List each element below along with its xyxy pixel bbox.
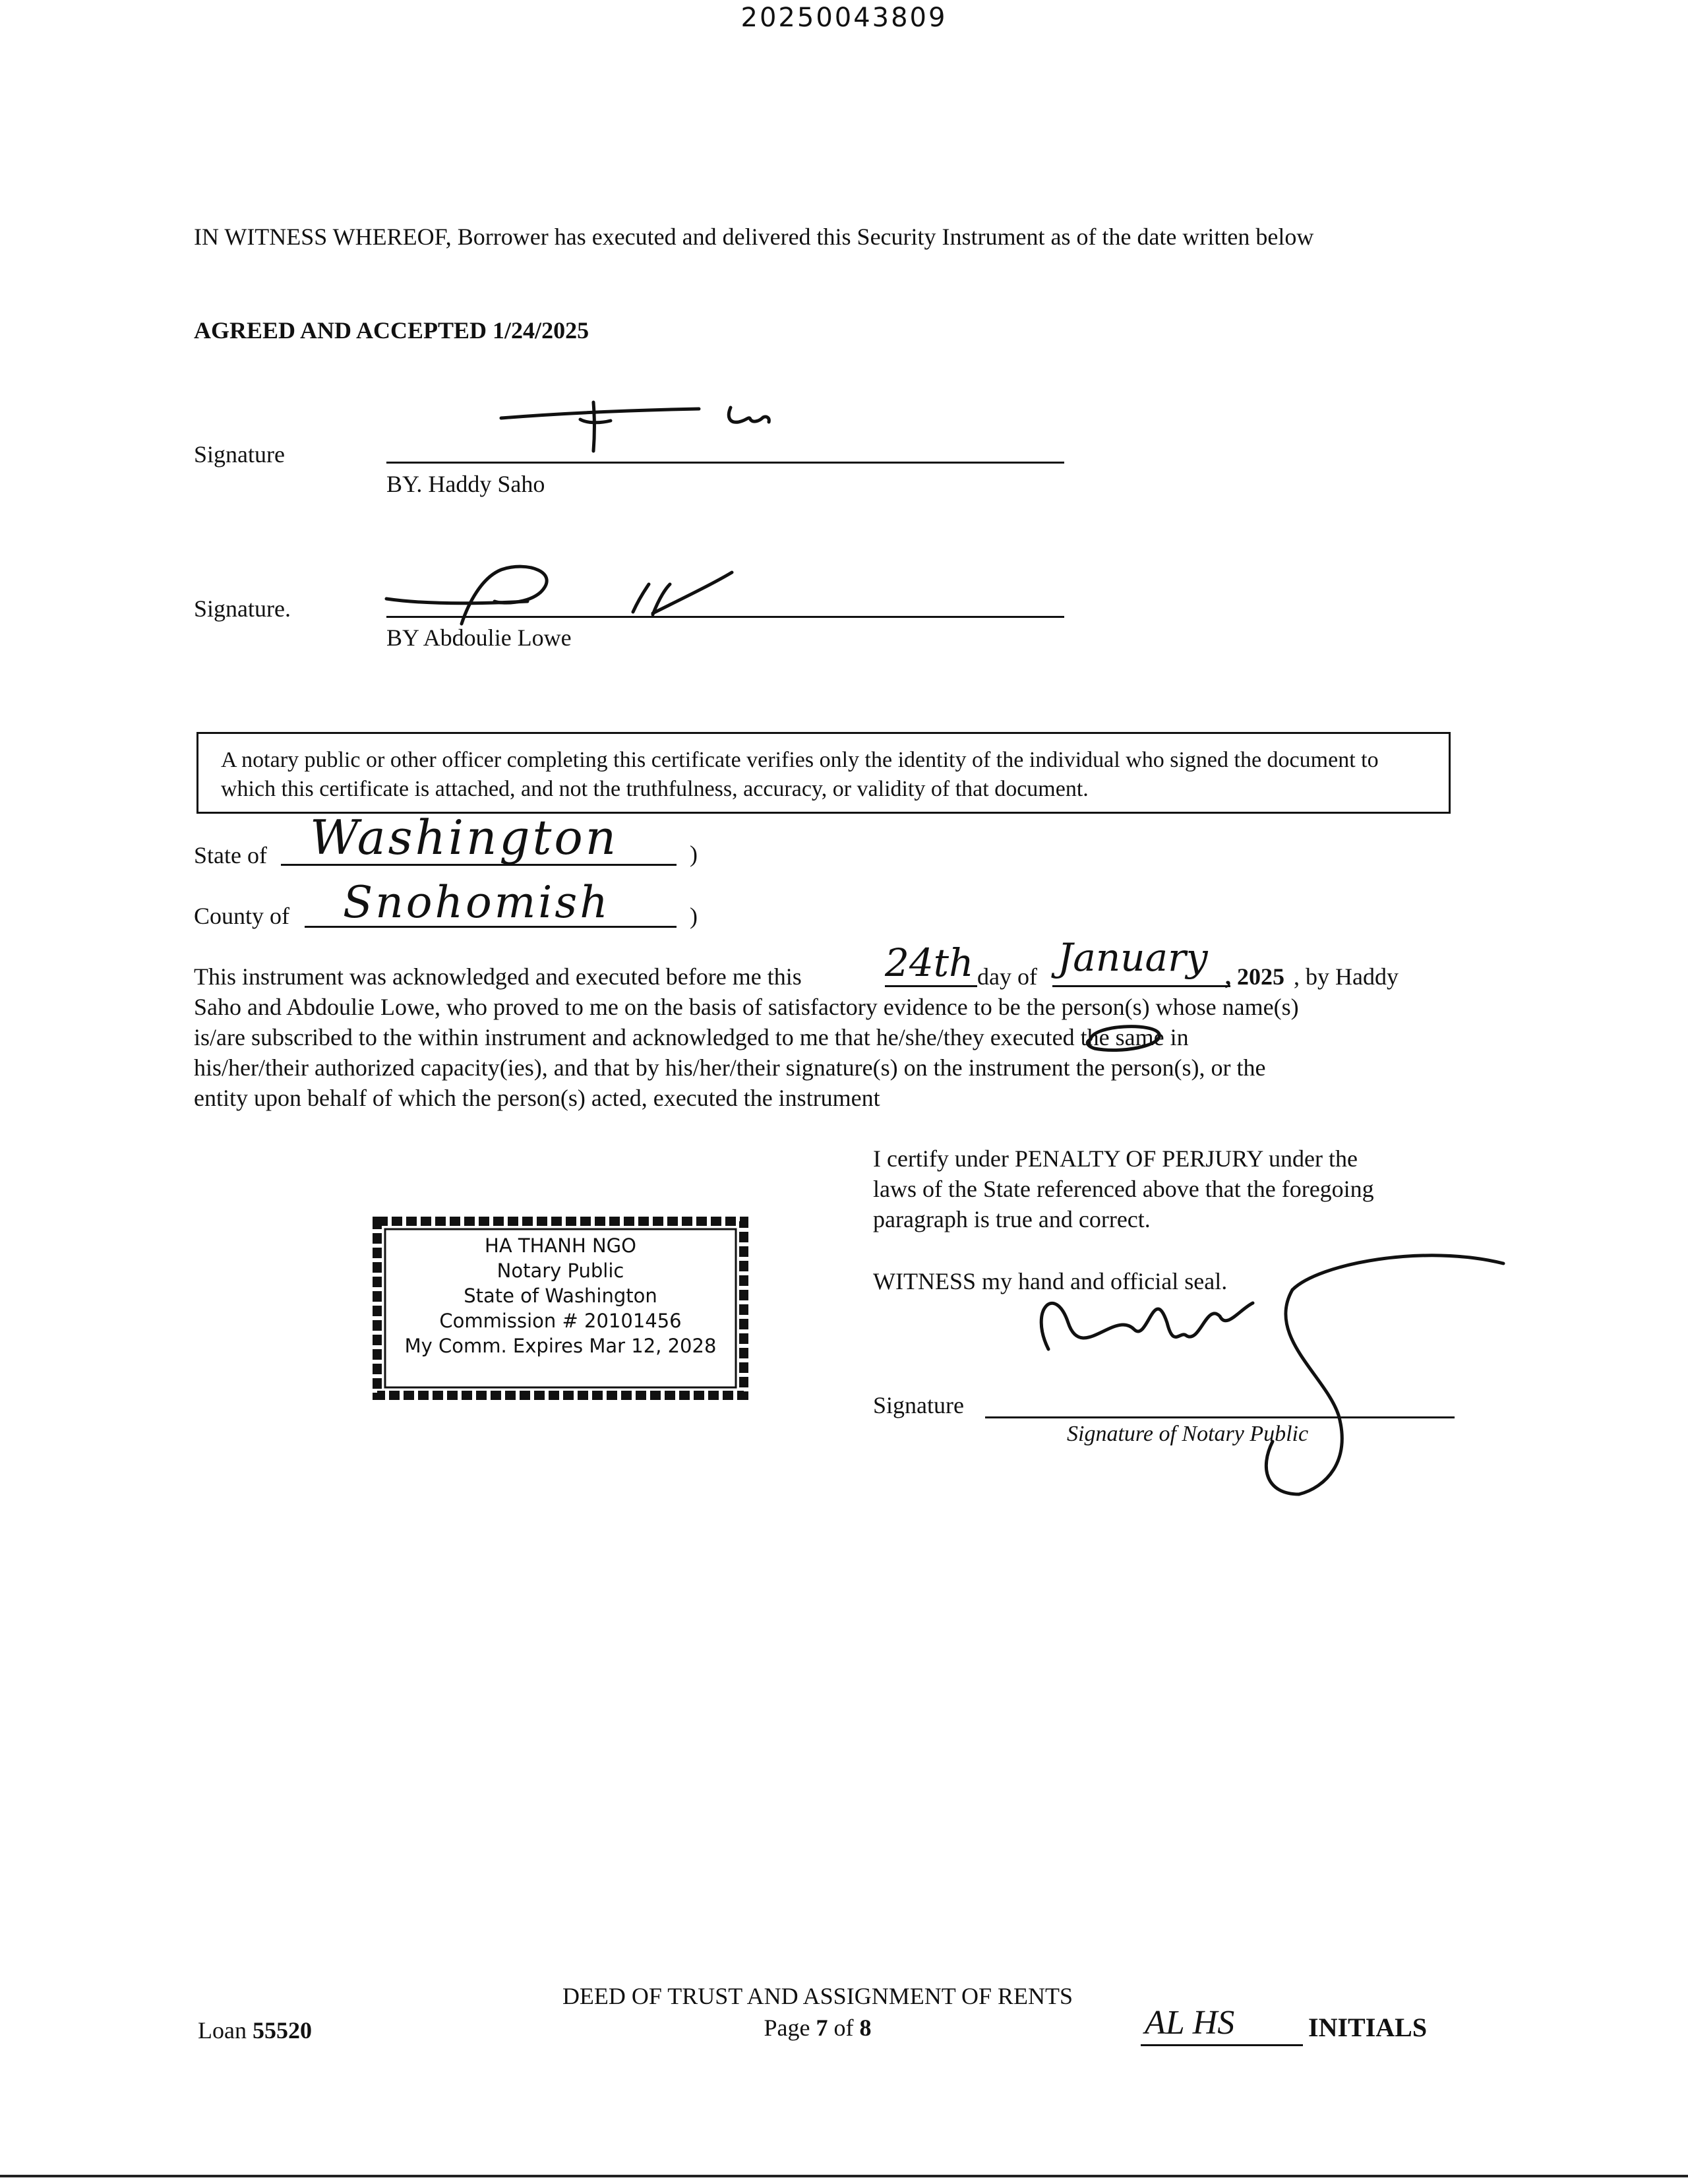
ack-line-3: is/are subscribed to the within instrument and acknowledged to me that he/she/they executed the same in bbox=[194, 1024, 1189, 1050]
bottom-rule bbox=[0, 2175, 1688, 2177]
page-label: Page bbox=[764, 2015, 810, 2041]
notary-notice-text: A notary public or other officer completing this certificate verifies only the identity of the individual who signed the document to which this certificate is attached, and not the truthfulness, accuracy, or validity of that document. bbox=[221, 748, 1379, 801]
stamp-expiration: My Comm. Expires Mar 12, 2028 bbox=[404, 1335, 717, 1357]
signature-haddy-saho bbox=[488, 393, 831, 466]
notary-signature bbox=[1015, 1244, 1503, 1507]
stamp-state: State of Washington bbox=[464, 1285, 657, 1307]
notary-signature-label: Signature bbox=[873, 1392, 964, 1418]
ack-line-5: entity upon behalf of which the person(s) acted, executed the instrument bbox=[194, 1085, 880, 1111]
page-of: of bbox=[833, 2015, 854, 2041]
stamp-text bbox=[377, 1233, 744, 1358]
stamp-notary-name: HA THANH NGO bbox=[485, 1234, 636, 1257]
ack-line-1b: day of bbox=[977, 963, 1037, 990]
footer-page-number bbox=[0, 2013, 1688, 2043]
initials-label: INITIALS bbox=[1308, 2013, 1428, 2042]
ack-year: , 2025 bbox=[1225, 963, 1284, 990]
ack-month-line bbox=[1052, 985, 1230, 987]
page-current: 7 bbox=[816, 2015, 828, 2041]
ack-day-line bbox=[885, 985, 977, 987]
signature-line-2 bbox=[386, 616, 1064, 618]
ack-line-1a: This instrument was acknowledged and executed before me this bbox=[194, 963, 802, 990]
county-value: Snohomish bbox=[343, 877, 611, 928]
ack-line-2: Saho and Abdoulie Lowe, who proved to me on the basis of satisfactory evidence to be the person(s) whose name(s) bbox=[194, 994, 1299, 1020]
state-label: State of bbox=[194, 842, 267, 868]
perjury-line-1: I certify under PENALTY OF PERJURY under the bbox=[873, 1145, 1358, 1172]
stamp-title: Notary Public bbox=[497, 1259, 624, 1282]
signer-1: BY. Haddy Saho bbox=[386, 471, 545, 497]
initials-line bbox=[1141, 2044, 1303, 2046]
loan-number: 55520 bbox=[252, 2017, 312, 2044]
page-total: 8 bbox=[859, 2015, 872, 2041]
notary-stamp bbox=[369, 1209, 752, 1407]
state-value: Washington bbox=[310, 810, 619, 865]
state-paren: ) bbox=[690, 841, 698, 867]
ack-line-1c: , by Haddy bbox=[1294, 963, 1399, 990]
county-label: County of bbox=[194, 903, 290, 929]
agreed-heading: AGREED AND ACCEPTED 1/24/2025 bbox=[194, 317, 589, 344]
stamp-commission: Commission # 20101456 bbox=[439, 1310, 682, 1332]
signature-line-1 bbox=[386, 462, 1064, 464]
ack-day: 24th bbox=[885, 940, 974, 985]
recording-number: 20250043809 bbox=[740, 3, 948, 33]
witness-clause: IN WITNESS WHEREOF, Borrower has executed and delivered this Security Instrument as of the date written below bbox=[194, 224, 1314, 250]
ack-month: January bbox=[1058, 935, 1208, 980]
initials-handwritten: AL HS bbox=[1145, 2004, 1235, 2042]
notary-notice-box bbox=[196, 732, 1451, 814]
witness-seal-text: WITNESS my hand and official seal. bbox=[873, 1268, 1228, 1294]
county-paren: ) bbox=[690, 903, 698, 929]
perjury-line-3: paragraph is true and correct. bbox=[873, 1206, 1151, 1232]
signer-2: BY Abdoulie Lowe bbox=[386, 624, 572, 651]
perjury-line-2: laws of the State referenced above that the foregoing bbox=[873, 1176, 1374, 1202]
signature-label-1: Signature bbox=[194, 441, 285, 468]
footer-doc-title: DEED OF TRUST AND ASSIGNMENT OF RENTS bbox=[562, 1983, 1073, 2009]
they-circle-mark bbox=[1081, 1019, 1167, 1066]
notary-signature-caption: Signature of Notary Public bbox=[1067, 1422, 1309, 1446]
ack-line-4: his/her/their authorized capacity(ies), and that by his/her/their signature(s) on the instrument the person(s), or the bbox=[194, 1054, 1266, 1081]
loan-label: Loan bbox=[198, 2017, 247, 2044]
signature-label-2: Signature. bbox=[194, 595, 291, 622]
